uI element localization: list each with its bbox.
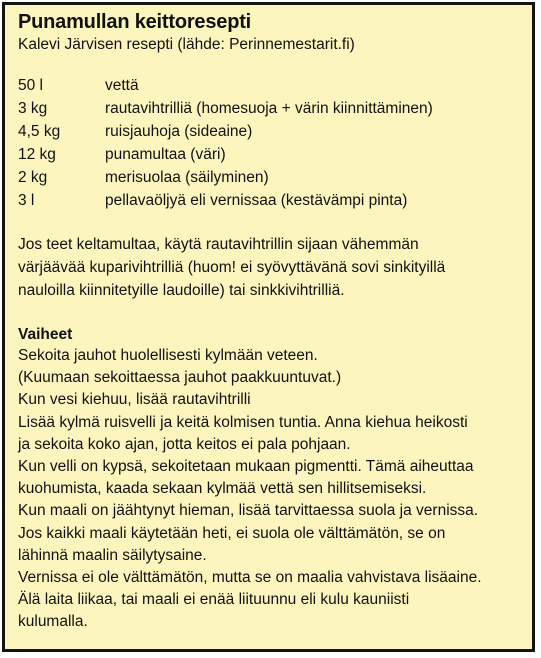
recipe-source: Kalevi Järvisen resepti (lähde: Perinnemestarit.fi) <box>18 36 355 53</box>
ingredient-row <box>18 189 522 212</box>
note-line: Jos teet keltamultaa, käytä rautavihtrillin sijaan vähemmän <box>18 236 419 253</box>
step-line: Vernissa ei ole välttämätön, mutta se on maalia vahvistava lisäaine. <box>18 569 482 587</box>
ingredient-row <box>18 166 522 189</box>
note-line: nauloilla kiinnitetyille laudoille) tai sinkkivihtrilliä. <box>18 282 345 299</box>
ingredient-quantity: 4,5 kg <box>18 123 61 140</box>
ingredient-row <box>18 97 522 120</box>
step-line: Älä laita liikaa, tai maali ei enää liituunnu eli kulu kauniisti <box>18 591 410 609</box>
variation-note <box>18 233 522 302</box>
recipe-card <box>2 2 535 652</box>
ingredient-name: merisuolaa (säilyminen) <box>105 169 269 186</box>
ingredient-row <box>18 120 522 143</box>
step-line: Kun velli on kypsä, sekoitetaan mukaan pigmentti. Tämä aiheuttaa <box>18 458 474 476</box>
step-line: kuohumista, kaada sekaan kylmää vettä sen hillitsemiseksi. <box>18 480 427 498</box>
ingredient-name: ruisjauhoja (sideaine) <box>105 123 253 140</box>
step-line: Kun maali on jäähtynyt hieman, lisää tarvittaessa suola ja vernissa. <box>18 502 479 520</box>
steps-heading: Vaiheet <box>18 326 73 343</box>
ingredient-name: punamultaa (väri) <box>105 146 226 163</box>
recipe-title: Punamullan keittoresepti <box>18 11 252 33</box>
ingredient-row <box>18 143 522 166</box>
ingredient-name: rautavihtrilliä (homesuoja + värin kiinnittäminen) <box>105 100 433 117</box>
ingredient-quantity: 50 l <box>18 77 43 94</box>
step-line: Kun vesi kiehuu, lisää rautavihtrilli <box>18 391 251 409</box>
ingredient-quantity: 2 kg <box>18 169 48 186</box>
steps-list <box>18 345 522 634</box>
ingredient-quantity: 3 l <box>18 192 35 209</box>
step-line: Sekoita jauhot huolellisesti kylmään veteen. <box>18 347 318 364</box>
step-line: Jos kaikki maali käytetään heti, ei suola ole välttämätön, se on <box>18 524 446 542</box>
step-line: ja sekoita koko ajan, jotta keitos ei pala pohjaan. <box>18 435 351 453</box>
step-line: (Kuumaan sekoittaessa jauhot paakkuuntuvat.) <box>18 369 342 387</box>
ingredient-row <box>18 74 522 97</box>
ingredient-quantity: 12 kg <box>18 146 56 163</box>
note-line: värjäävää kuparivihtrilliä (huom! ei syövyttävänä sovi sinkityillä <box>18 259 446 276</box>
ingredient-quantity: 3 kg <box>18 100 48 117</box>
ingredient-name: pellavaöljyä eli vernissaa (kestävämpi pinta) <box>105 192 408 209</box>
ingredient-name: vettä <box>105 77 139 94</box>
ingredient-list <box>18 74 522 212</box>
step-line: lähinnä maalin säilytysaine. <box>18 546 207 564</box>
step-line: kulumalla. <box>18 613 88 631</box>
step-line: Lisää kylmä ruisvelli ja keitä kolmisen tuntia. Anna kiehua heikosti <box>18 413 468 431</box>
